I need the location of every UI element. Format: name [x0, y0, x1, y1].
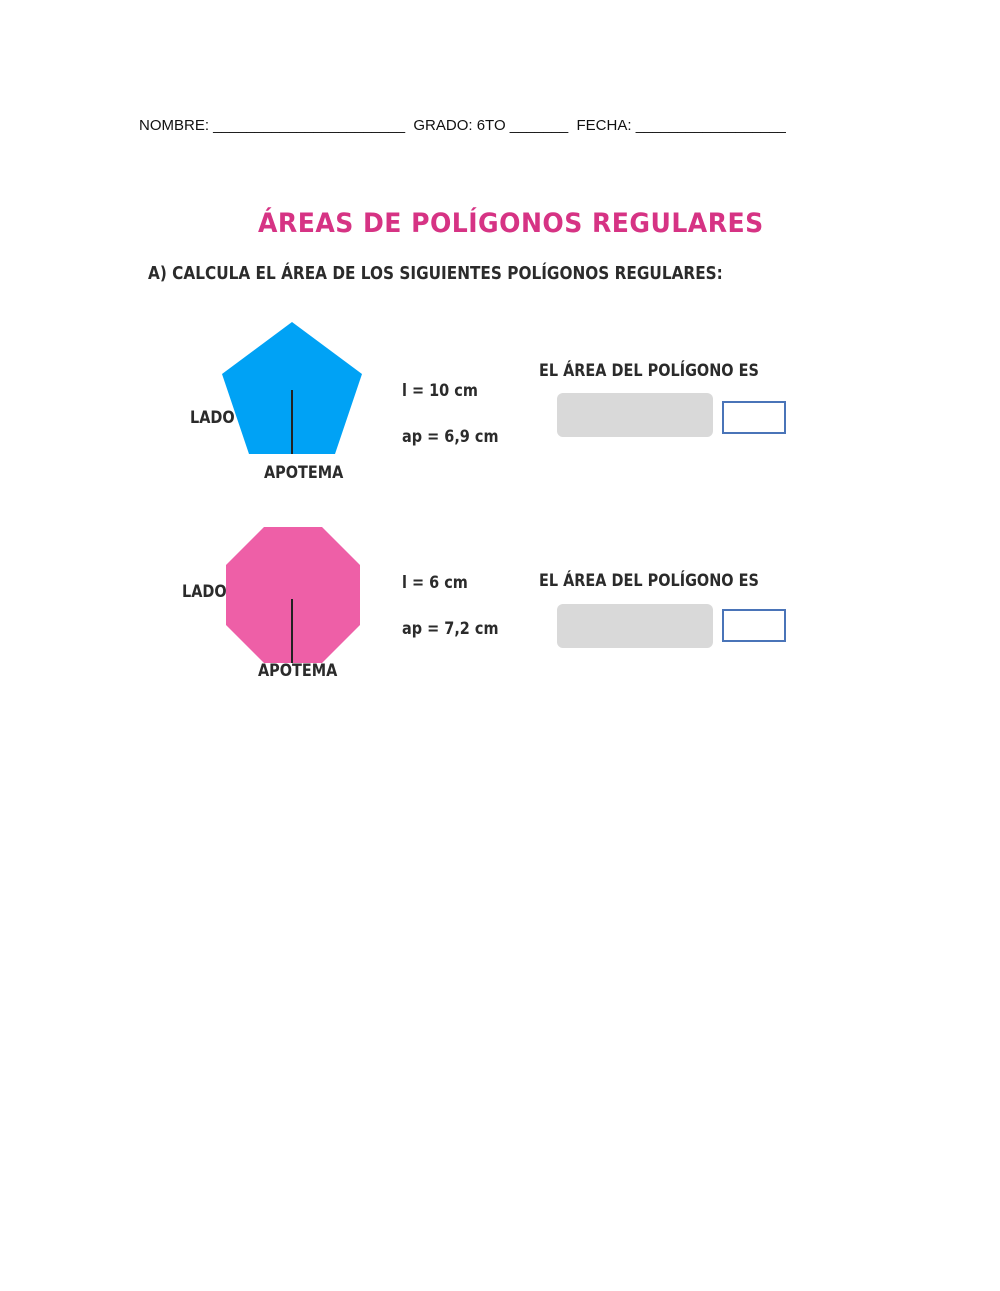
- octagon-area-prompt: EL ÁREA DEL POLÍGONO ES: [539, 571, 759, 591]
- octagon-side-label: LADO: [182, 582, 227, 602]
- octagon-area-answer-field[interactable]: [557, 604, 713, 648]
- instruction-text: A) CALCULA EL ÁREA DE LOS SIGUIENTES POLÍGONOS REGULARES:: [148, 263, 723, 284]
- pentagon-apothem-value: ap = 6,9 cm: [402, 427, 499, 447]
- octagon-apothem-value: ap = 7,2 cm: [402, 619, 499, 639]
- student-info-header: NOMBRE: _______________________ GRADO: 6TO _______ FECHA: __________________: [139, 117, 786, 134]
- pentagon-apothem-label: APOTEMA: [264, 463, 344, 483]
- pentagon-area-prompt: EL ÁREA DEL POLÍGONO ES: [539, 361, 759, 381]
- pentagon-shape: [220, 320, 365, 460]
- octagon-shape: [224, 525, 362, 665]
- pentagon-side-value: l = 10 cm: [402, 381, 478, 401]
- octagon-apothem-label: APOTEMA: [258, 661, 338, 681]
- octagon-side-value: l = 6 cm: [402, 573, 468, 593]
- worksheet-title: ÁREAS DE POLÍGONOS REGULARES: [258, 208, 764, 239]
- pentagon-area-answer-field[interactable]: [557, 393, 713, 437]
- pentagon-side-label: LADO: [190, 408, 235, 428]
- octagon-unit-answer-box[interactable]: [722, 609, 786, 642]
- pentagon-unit-answer-box[interactable]: [722, 401, 786, 434]
